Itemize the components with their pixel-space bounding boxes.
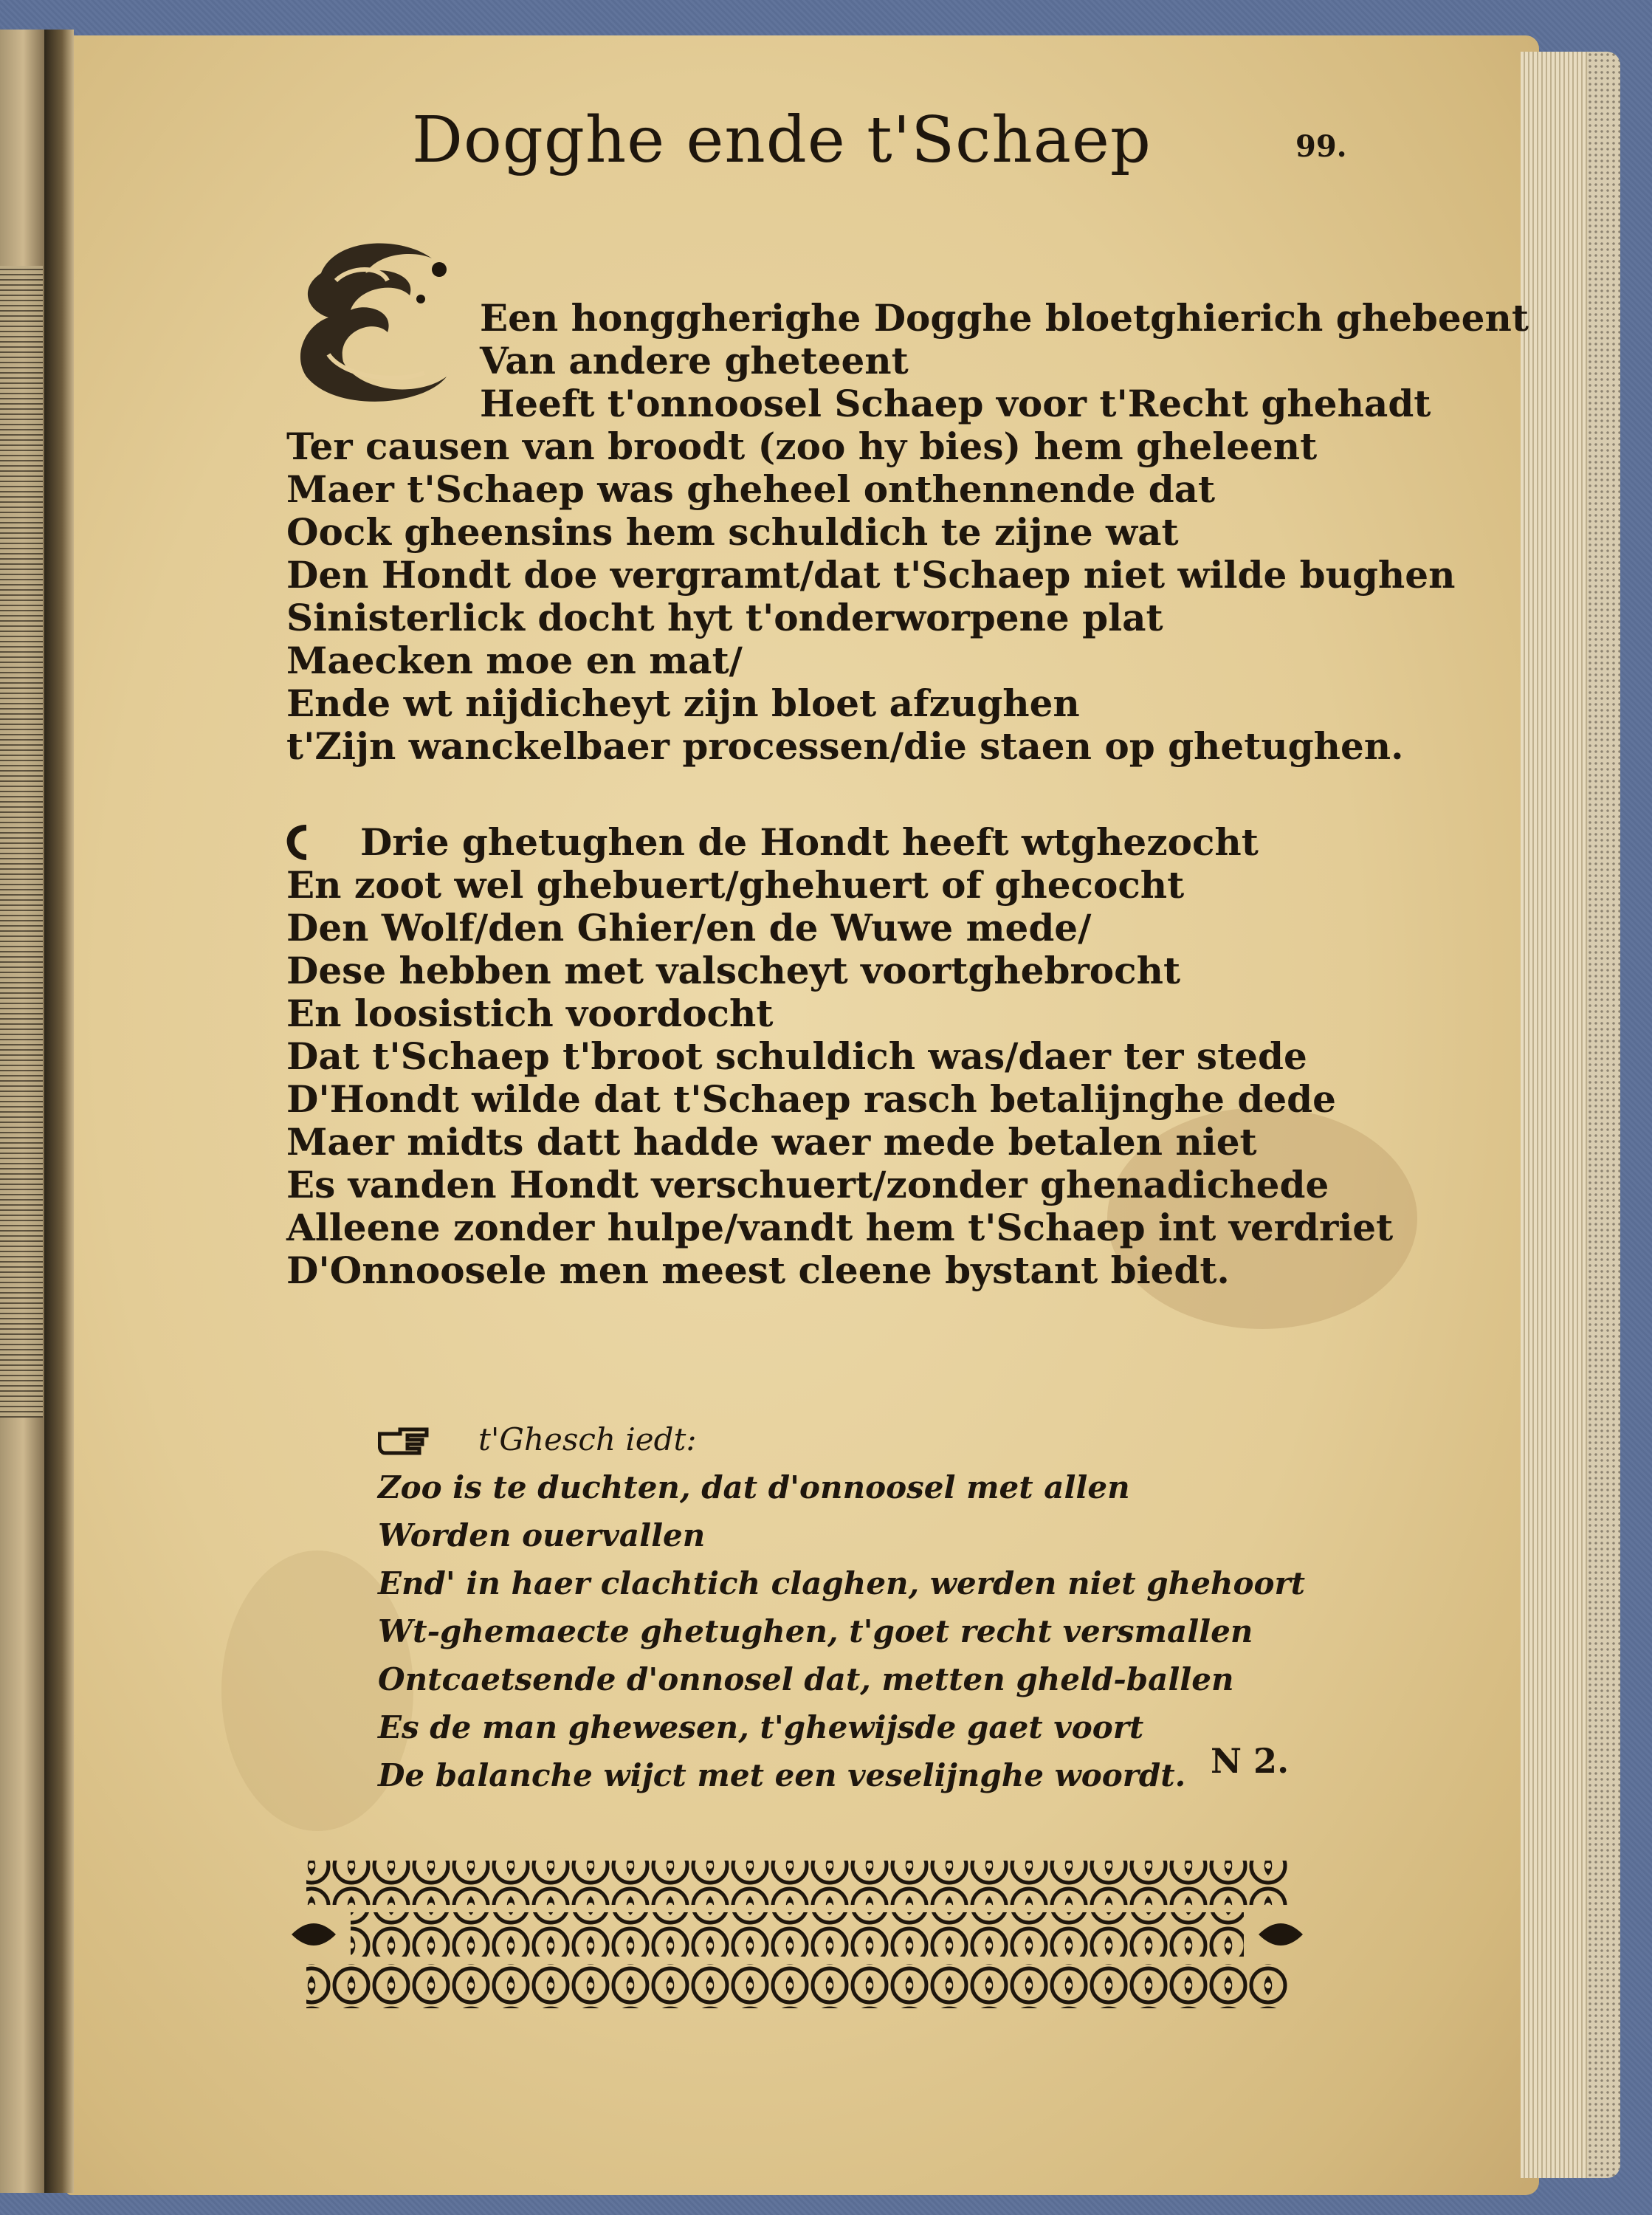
moral-line: Worden ouervallen xyxy=(378,1517,706,1553)
page-number: 99. xyxy=(1295,129,1347,164)
verse-line: En zoot wel ghebuert/ghehuert of ghecocht xyxy=(286,863,1185,907)
ornamental-border xyxy=(292,1846,1303,2027)
verse-line: D'Hondt wilde dat t'Schaep rasch betalijnghe dede xyxy=(286,1077,1336,1121)
verse-line: Dat t'Schaep t'broot schuldich was/daer ter stede xyxy=(286,1034,1307,1078)
moral-line: End' in haer clachtich claghen, werden niet ghehoort xyxy=(378,1565,1306,1601)
verse-line: Maecken moe en mat/ xyxy=(286,639,743,682)
verse-line: Ende wt nijdicheyt zijn bloet afzughen xyxy=(286,681,1080,725)
moral-line: Wt-ghemaecte ghetughen, t'goet recht versmallen xyxy=(378,1613,1253,1649)
moral-line: De balanche wijct met een veselijnghe woordt. xyxy=(378,1757,1186,1793)
moral-line: Ontcaetsende d'onnosel dat, metten gheld-ballen xyxy=(378,1661,1234,1697)
verse-line: Alleene zonder hulpe/vandt hem t'Schaep int verdriet xyxy=(286,1206,1394,1249)
verse-line: Oock gheensins hem schuldich te zijne wat xyxy=(286,510,1179,554)
verse-line: Den Hondt doe vergramt/dat t'Schaep niet wilde bughen xyxy=(286,553,1456,597)
note-heading: t'Ghesch iedt: xyxy=(478,1421,697,1457)
verse-line: t'Zijn wanckelbaer processen/die staen op ghetughen. xyxy=(286,724,1404,768)
pilcrow-icon xyxy=(284,822,309,863)
verse-line: Es vanden Hondt verschuert/zonder ghenadichede xyxy=(286,1163,1329,1206)
verse-line: Van andere gheteent xyxy=(480,339,909,382)
facing-page-engraving xyxy=(0,266,43,1418)
verse-line: Maer t'Schaep was gheheel onthennende dat xyxy=(286,467,1216,511)
verse-line: Drie ghetughen de Hondt heeft wtghezocht xyxy=(360,820,1259,864)
moral-line: Zoo is te duchten, dat d'onnoosel met allen xyxy=(378,1469,1130,1505)
book-gutter xyxy=(44,30,74,2193)
manicule-icon xyxy=(378,1426,430,1456)
moral-line: Es de man ghewesen, t'ghewijsde gaet voort xyxy=(378,1709,1144,1745)
verse-line: Maer midts datt hadde waer mede betalen niet xyxy=(286,1120,1257,1164)
decorated-initial xyxy=(292,229,458,406)
running-title-text: Dogghe ende t'Schaep xyxy=(412,103,1152,177)
running-title xyxy=(0,103,1652,177)
signature-mark: N 2. xyxy=(1211,1741,1290,1781)
verse-line: Heeft t'onnoosel Schaep voor t'Recht ghehadt xyxy=(480,382,1431,425)
verse-line: Ter causen van broodt (zoo hy bies) hem gheleent xyxy=(286,425,1318,468)
verse-line: D'Onnoosele men meest cleene bystant biedt. xyxy=(286,1249,1230,1292)
verse-line: Sinisterlick docht hyt t'onderworpene plat xyxy=(286,596,1163,639)
verse-line: Dese hebben met valscheyt voortghebrocht xyxy=(286,949,1181,992)
initial-letter xyxy=(314,229,443,399)
verse-line: Een honggherighe Dogghe bloetghierich ghebeent xyxy=(480,296,1529,340)
verse-line: En loosistich voordocht xyxy=(286,992,774,1035)
binding-edge xyxy=(1587,52,1620,2178)
verse-line: Den Wolf/den Ghier/en de Wuwe mede/ xyxy=(286,906,1092,949)
